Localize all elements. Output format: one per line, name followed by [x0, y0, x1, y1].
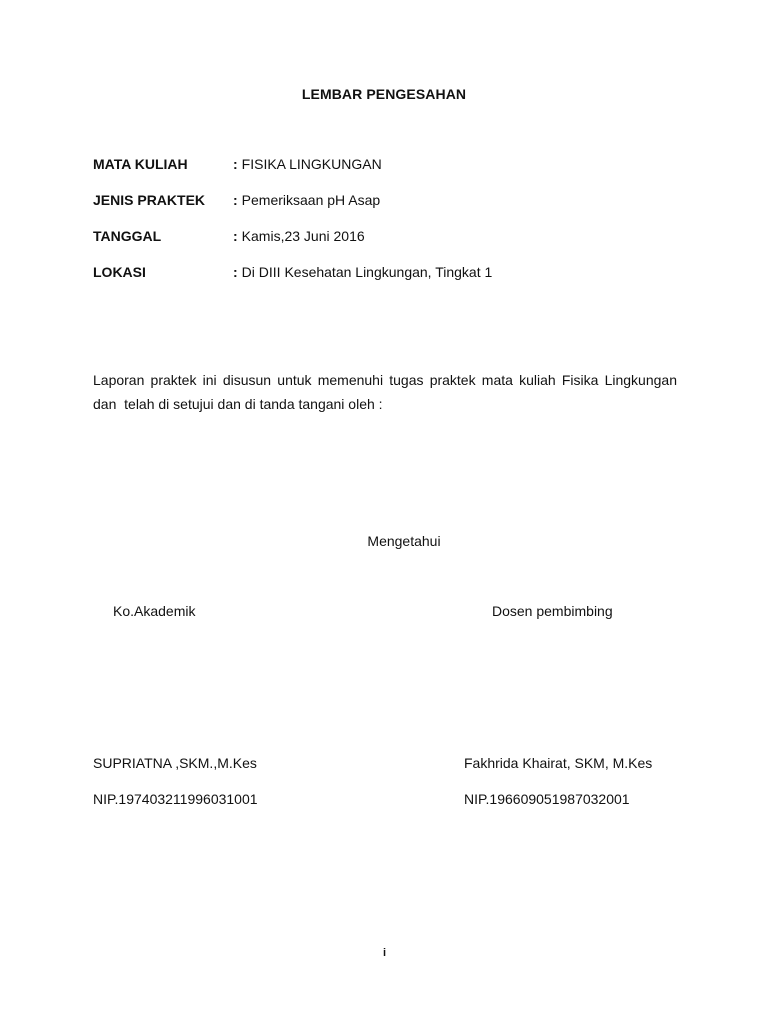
signer-role-left: Ko.Akademik — [113, 603, 196, 619]
info-colon: : — [233, 264, 238, 280]
info-label: LOKASI — [93, 264, 146, 280]
info-row-tanggal — [93, 228, 713, 264]
signer-nip-left: NIP.197403211996031001 — [93, 791, 258, 807]
paragraph-line: dan telah di setujui dan di tanda tangani oleh : — [93, 396, 383, 412]
signer-role-right: Dosen pembimbing — [492, 603, 613, 619]
info-row-mata-kuliah — [93, 156, 713, 192]
page-title: LEMBAR PENGESAHAN — [301, 86, 467, 102]
paragraph-line: Laporan praktek ini disusun untuk memenuhi tugas praktek mata kuliah Fisika Lingkungan — [93, 372, 677, 388]
info-colon: : — [233, 156, 238, 172]
signer-name-right: Fakhrida Khairat, SKM, M.Kes — [464, 755, 653, 771]
info-label: JENIS PRAKTEK — [93, 192, 206, 208]
info-colon: : — [233, 192, 238, 208]
approval-paragraph — [93, 368, 677, 416]
info-table — [93, 156, 713, 300]
info-value: Pemeriksaan pH Asap — [241, 192, 381, 208]
info-label: MATA KULIAH — [93, 156, 188, 172]
info-row-jenis-praktek — [93, 192, 713, 228]
acknowledgement-heading: Mengetahui — [367, 533, 441, 549]
info-row-lokasi — [93, 264, 713, 300]
info-colon: : — [233, 228, 238, 244]
info-label: TANGGAL — [93, 228, 162, 244]
signer-name-left: SUPRIATNA ,SKM.,M.Kes — [93, 755, 257, 771]
info-value: Kamis,23 Juni 2016 — [241, 228, 365, 244]
signer-nip-right: NIP.196609051987032001 — [464, 791, 630, 807]
page-number: i — [382, 947, 387, 959]
info-value: Di DIII Kesehatan Lingkungan, Tingkat 1 — [241, 264, 493, 280]
info-value: FISIKA LINGKUNGAN — [241, 156, 382, 172]
